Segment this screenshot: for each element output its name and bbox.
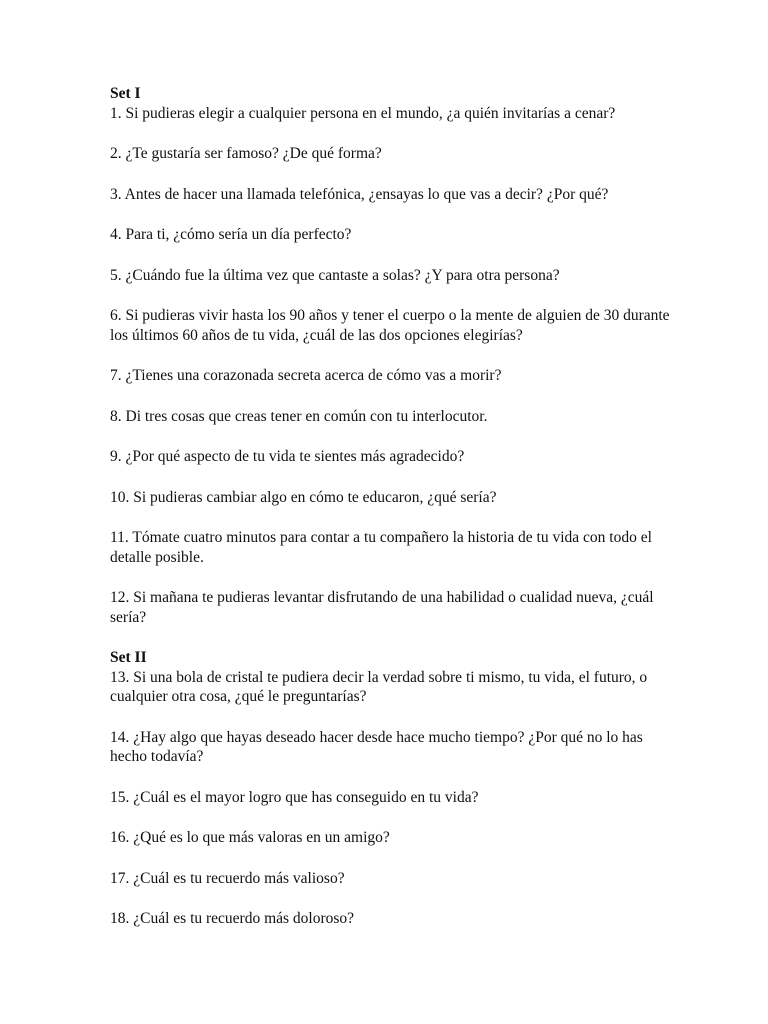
question-7: 7. ¿Tienes una corazonada secreta acerca de cómo vas a morir? [110,367,502,384]
question-14: 14. ¿Hay algo que hayas deseado hacer desde hace mucho tiempo? ¿Por qué no lo has hecho todavía? [110,728,643,765]
question-10: 10. Si pudieras cambiar algo en cómo te educaron, ¿qué sería? [110,488,497,506]
set-1 [110,84,670,627]
set-heading: Set I [110,85,141,102]
question-13: 13. Si una bola de cristal te pudiera decir la verdad sobre ti mismo, tu vida, el futuro, o cualquier otra cosa, ¿qué le preguntarías? [110,668,648,705]
document-page [110,84,670,950]
question-18: 18. ¿Cuál es tu recuerdo más doloroso? [110,910,355,927]
question-11: 11. Tómate cuatro minutos para contar a tu compañero la historia de tu vida con todo el detalle posible. [110,529,652,566]
question-4: 4. Para ti, ¿cómo sería un día perfecto? [110,226,352,243]
question-6: 6. Si pudieras vivir hasta los 90 años y tener el cuerpo o la mente de alguien de 30 durante los últimos 60 años de tu vida, ¿cuál de las dos opciones elegirías? [110,307,670,344]
set-heading: Set II [110,649,147,666]
set-2 [110,648,670,929]
question-16: 16. ¿Qué es lo que más valoras en un amigo? [110,829,390,846]
question-8: 8. Di tres cosas que creas tener en común con tu interlocutor. [110,407,488,425]
question-1: 1. Si pudieras elegir a cualquier persona en el mundo, ¿a quién invitarías a cenar? [110,104,616,122]
question-3: 3. Antes de hacer una llamada telefónica, ¿ensayas lo que vas a decir? ¿Por qué? [110,185,609,203]
question-17: 17. ¿Cuál es tu recuerdo más valioso? [110,869,345,887]
question-15: 15. ¿Cuál es el mayor logro que has conseguido en tu vida? [110,788,479,806]
question-9: 9. ¿Por qué aspecto de tu vida te sientes más agradecido? [110,448,465,465]
question-5: 5. ¿Cuándo fue la última vez que cantaste a solas? ¿Y para otra persona? [110,266,560,284]
question-2: 2. ¿Te gustaría ser famoso? ¿De qué forma? [110,145,382,162]
question-12: 12. Si mañana te pudieras levantar disfrutando de una habilidad o cualidad nueva, ¿cuál sería? [110,589,654,626]
